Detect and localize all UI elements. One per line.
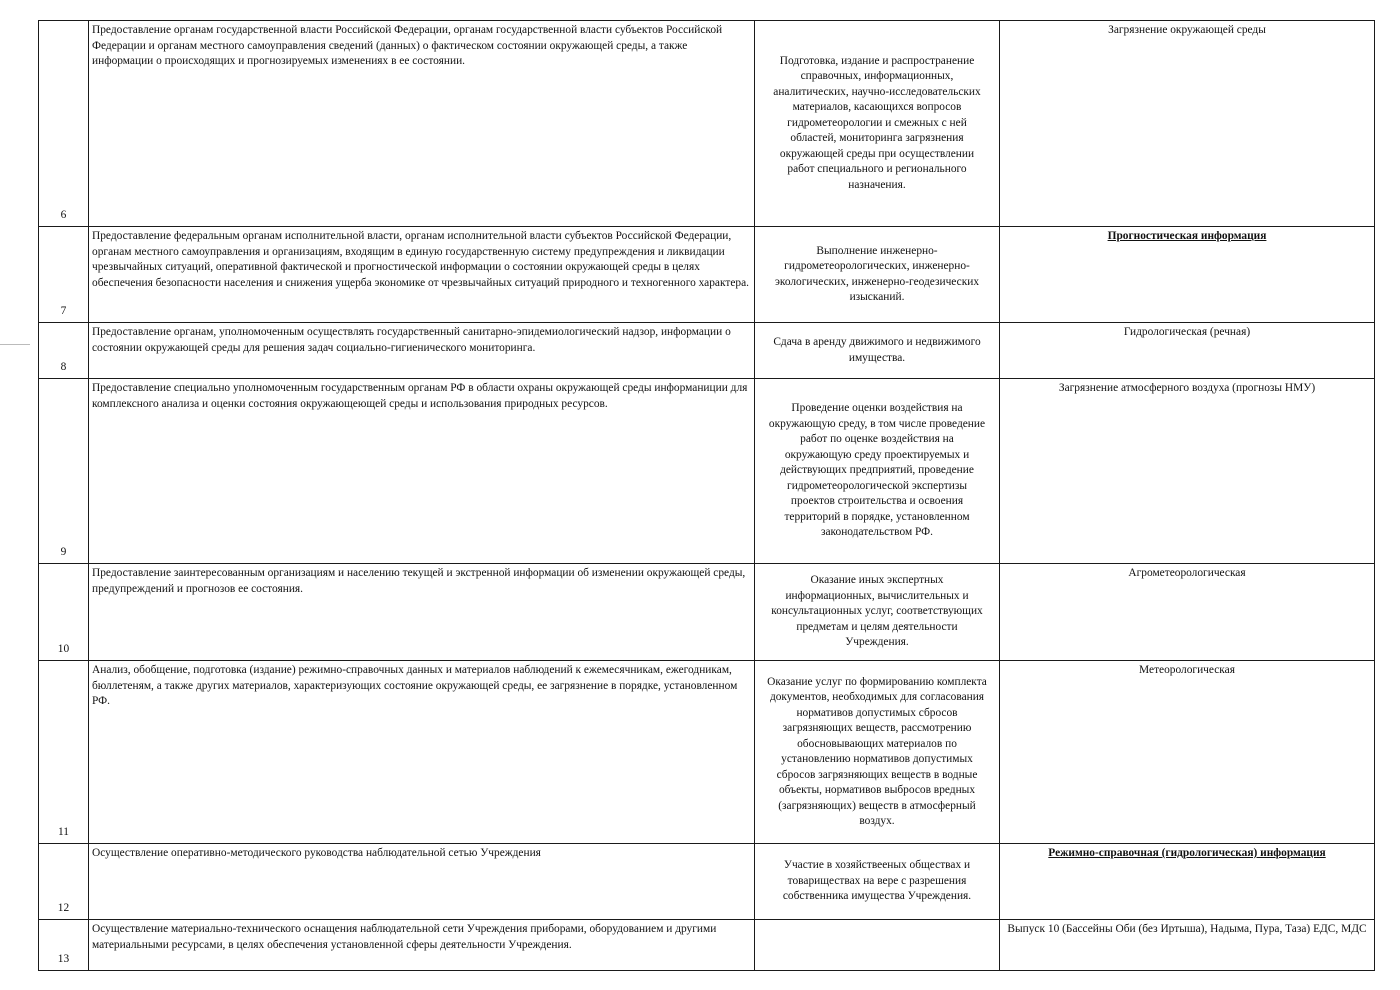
service-cell (755, 323, 1000, 379)
function-cell: Предоставление заинтересованным организациям и населению текущей и экстренной информации об изменении окружающей среды, предупреждений и прогнозов ее состояния. (89, 564, 755, 661)
function-cell: Предоставление органам, уполномоченным осуществлять государственный санитарно-эпидемиологический надзор, информации о состоянии окружающей среды для решения задач социально-гигиенического мониторинга. (89, 323, 755, 379)
info-cell: Агрометеорологическая (1000, 564, 1375, 661)
service-text: Проведение оценки воздействия на окружающую среду, в том числе проведение работ по оценке воздействия на окружающую среду проектируемых и действующих предприятий, проведение гидрометеорологической экспертизы проектов строительства и освоения территорий в порядке, установленном законодательством РФ. (768, 402, 986, 539)
function-cell: Предоставление федеральным органам исполнительной власти, органам исполнительной власти субъектов Российской Федерации, органам местного самоуправления и организациям, входящим в единую государственную систему предупреждения и ликвидации чрезвычайных ситуаций, оперативной фактической и прогностической информации о состоянии окружающей среды в целях обеспечения безопасности населения и снижения ущерба экономике от чрезвычайных ситуаций природного и техногенного характера. (89, 227, 755, 323)
service-text: Сдача в аренду движимого и недвижимого имущества. (773, 336, 981, 364)
info-cell: Выпуск 10 (Бассейны Оби (без Иртыша), Надыма, Пура, Таза) ЕДС, МДС (1000, 920, 1375, 971)
service-text: Оказание услуг по формированию комплекта документов, необходимых для согласования нормативов допустимых сбросов загрязняющих веществ, рассмотрению обосновывающих материалов по установлению нормативов допустимых сбросов загрязняющих веществ в водные объекты, нормативов выбросов вредных (загрязняющих) веществ в атмосферный воздух. (767, 675, 987, 827)
info-cell: Загрязнение окружающей среды (1000, 21, 1375, 227)
service-cell (755, 920, 1000, 971)
info-cell: Загрязнение атмосферного воздуха (прогнозы НМУ) (1000, 379, 1375, 564)
table-row (39, 227, 1375, 323)
service-cell (755, 661, 1000, 844)
function-cell: Предоставление органам государственной власти Российской Федерации, органам государственной власти субъектов Российской Федерации и органам местного самоуправления сведений (данных) о фактическом состоянии окружающей среды, а также информации о происходящих и прогнозируемых изменениях в ее состоянии. (89, 21, 755, 227)
table-row (39, 920, 1375, 971)
row-number: 11 (39, 661, 89, 844)
function-cell: Предоставление специально уполномоченным государственным органам РФ в области охраны окружающей среды информаниции для комплексного анализа и оценки состояния окружающеющей среды и использования природных ресурсов. (89, 379, 755, 564)
service-cell (755, 21, 1000, 227)
service-text: Подготовка, издание и распространение справочных, информационных, аналитических, научно-исследовательских материалов, касающихся вопросов гидрометеорологии и смежных с ней областей, мониторинга загрязнения окружающей среды при осуществлении работ специального и регионального назначения. (773, 54, 981, 191)
service-cell (755, 379, 1000, 564)
service-cell (755, 844, 1000, 920)
info-cell (1000, 844, 1375, 920)
row-number: 13 (39, 920, 89, 971)
table-row (39, 661, 1375, 844)
row-number: 6 (39, 21, 89, 227)
info-cell (1000, 227, 1375, 323)
service-text: Участие в хозяйствееных обществах и товариществах на вере с разрешения собственника имущества Учреждения. (782, 859, 972, 903)
functions-table (38, 20, 1375, 971)
row-number: 12 (39, 844, 89, 920)
row-number: 8 (39, 323, 89, 379)
function-cell: Осуществление оперативно-методического руководства наблюдательной сетью Учреждения (89, 844, 755, 920)
info-heading: Прогностическая информация (1107, 230, 1267, 242)
service-text: Выполнение инженерно-гидрометеорологических, инженерно-экологических, инженерно-геодезических изысканий. (774, 244, 980, 303)
info-heading: Режимно-справочная (гидрологическая) информация (1048, 847, 1326, 859)
service-text: Оказание иных экспертных информационных, вычислительных и консультационных услуг, соответствующих предметам и целям деятельности Учреждения. (771, 574, 983, 649)
table-row (39, 564, 1375, 661)
service-cell (755, 564, 1000, 661)
info-cell: Гидрологическая (речная) (1000, 323, 1375, 379)
row-number: 7 (39, 227, 89, 323)
table-row (39, 21, 1375, 227)
row-number: 10 (39, 564, 89, 661)
table-row (39, 323, 1375, 379)
table-row (39, 379, 1375, 564)
service-cell (755, 227, 1000, 323)
function-cell: Осуществление материально-технического оснащения наблюдательной сети Учреждения приборами, оборудованием и другими материальными ресурсами, в целях обеспечения установленной сферы деятельности Учреждения. (89, 920, 755, 971)
margin-mark (0, 344, 30, 345)
function-cell: Анализ, обобщение, подготовка (издание) режимно-справочных данных и материалов наблюдений к ежемесячникам, ежегодникам, бюллетеням, а также других материалов, характеризующих состояние окружающей среды, ее загрязнение в порядке, установленном РФ. (89, 661, 755, 844)
info-cell: Метеорологическая (1000, 661, 1375, 844)
table-row (39, 844, 1375, 920)
row-number: 9 (39, 379, 89, 564)
